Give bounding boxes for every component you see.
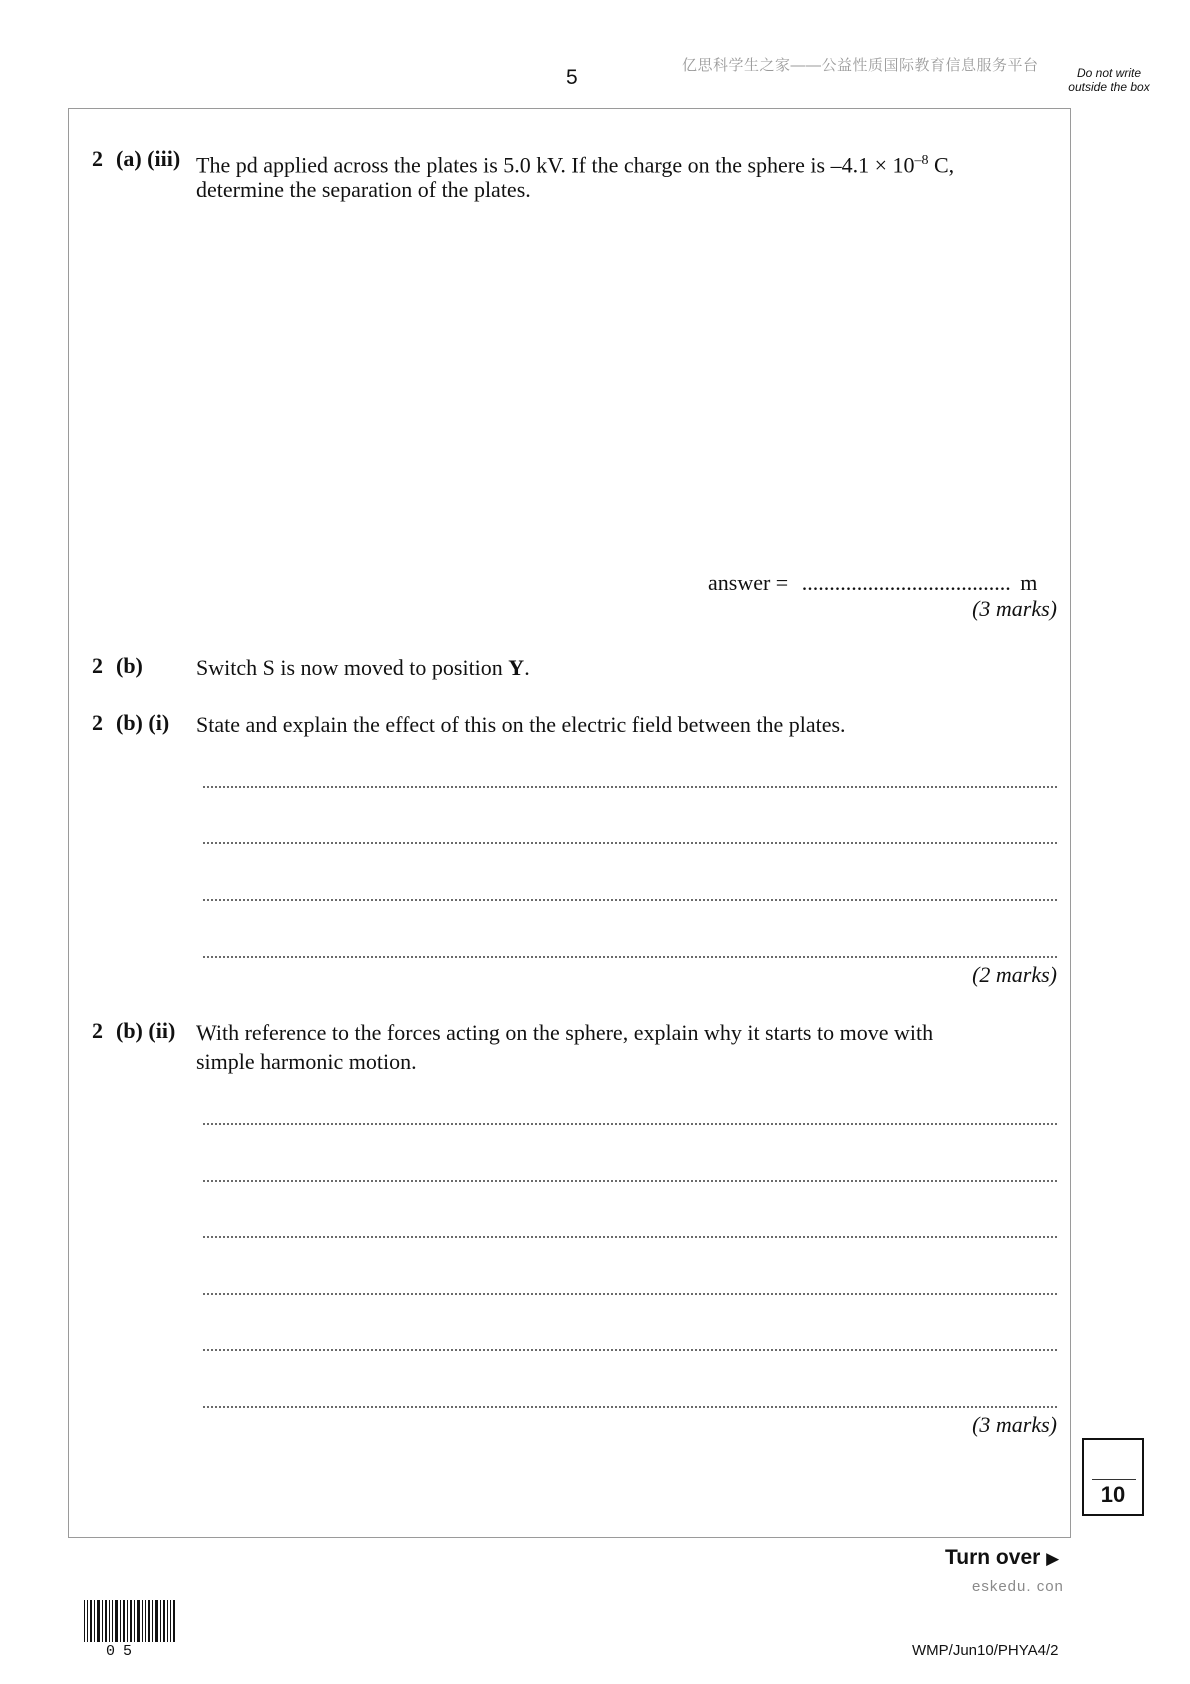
question-number: 2 <box>92 1018 103 1043</box>
question-part: (b) <box>116 653 143 678</box>
watermark: 亿思科学生之家——公益性质国际教育信息服务平台 <box>682 57 1039 74</box>
marks-label: (3 marks) <box>972 1412 1057 1437</box>
question-part: (b) (i) <box>116 710 170 735</box>
answer-line[interactable] <box>202 1293 1057 1295</box>
question-text <box>196 653 530 682</box>
answer-line[interactable] <box>202 1349 1057 1351</box>
barcode-digits: 05 <box>106 1643 141 1660</box>
answer-line[interactable] <box>202 786 1057 788</box>
score-total: 10 <box>1100 1482 1126 1507</box>
question-text-main: The pd applied across the plates is 5.0 kV. If the charge on the sphere is –4.1 × 10 <box>196 152 915 178</box>
marks-label: (2 marks) <box>972 962 1057 987</box>
barcode-icon <box>84 1600 176 1642</box>
answer-line[interactable] <box>202 956 1057 958</box>
answer-line[interactable] <box>202 899 1057 901</box>
arrow-right-icon: ▶ <box>1046 1549 1060 1568</box>
question-text-line2: determine the separation of the plates. <box>196 177 531 202</box>
answer-frame <box>68 108 1071 1538</box>
question-number: 2 <box>92 653 103 678</box>
question-part: (a) (iii) <box>116 146 181 171</box>
marks-label: (3 marks) <box>972 596 1057 621</box>
site-mark: eskedu. con <box>972 1578 1064 1595</box>
question-text-line2: simple harmonic motion. <box>196 1049 417 1074</box>
answer-line[interactable] <box>202 1236 1057 1238</box>
question-part: (b) (ii) <box>116 1018 176 1043</box>
answer-line[interactable] <box>202 1180 1057 1182</box>
turn-over <box>945 1546 1059 1570</box>
answer-line[interactable] <box>708 568 1037 597</box>
question-text-end: . <box>524 655 530 680</box>
answer-unit: m <box>1020 570 1038 595</box>
question-text-main: Switch S is now moved to position <box>196 655 509 680</box>
question-number: 2 <box>92 146 103 171</box>
answer-line[interactable] <box>202 842 1057 844</box>
question-text-unit: C, <box>928 152 955 178</box>
page-number: 5 <box>566 66 578 89</box>
exponent: –8 <box>914 153 929 168</box>
question-text: With reference to the forces acting on the sphere, explain why it starts to move with <box>196 1020 934 1045</box>
score-divider <box>1092 1479 1136 1480</box>
paper-code: WMP/Jun10/PHYA4/2 <box>912 1642 1059 1659</box>
answer-line[interactable] <box>202 1123 1057 1125</box>
answer-line[interactable] <box>202 1406 1057 1408</box>
position-label: Y <box>508 655 525 680</box>
question-number: 2 <box>92 710 103 735</box>
answer-label: answer = <box>708 570 789 595</box>
margin-note: Do not write outside the box <box>1068 66 1150 94</box>
question-text: State and explain the effect of this on the electric field between the plates. <box>196 712 846 737</box>
turn-over-label: Turn over <box>945 1546 1041 1569</box>
answer-dots[interactable]: ...................................... <box>801 570 1011 595</box>
